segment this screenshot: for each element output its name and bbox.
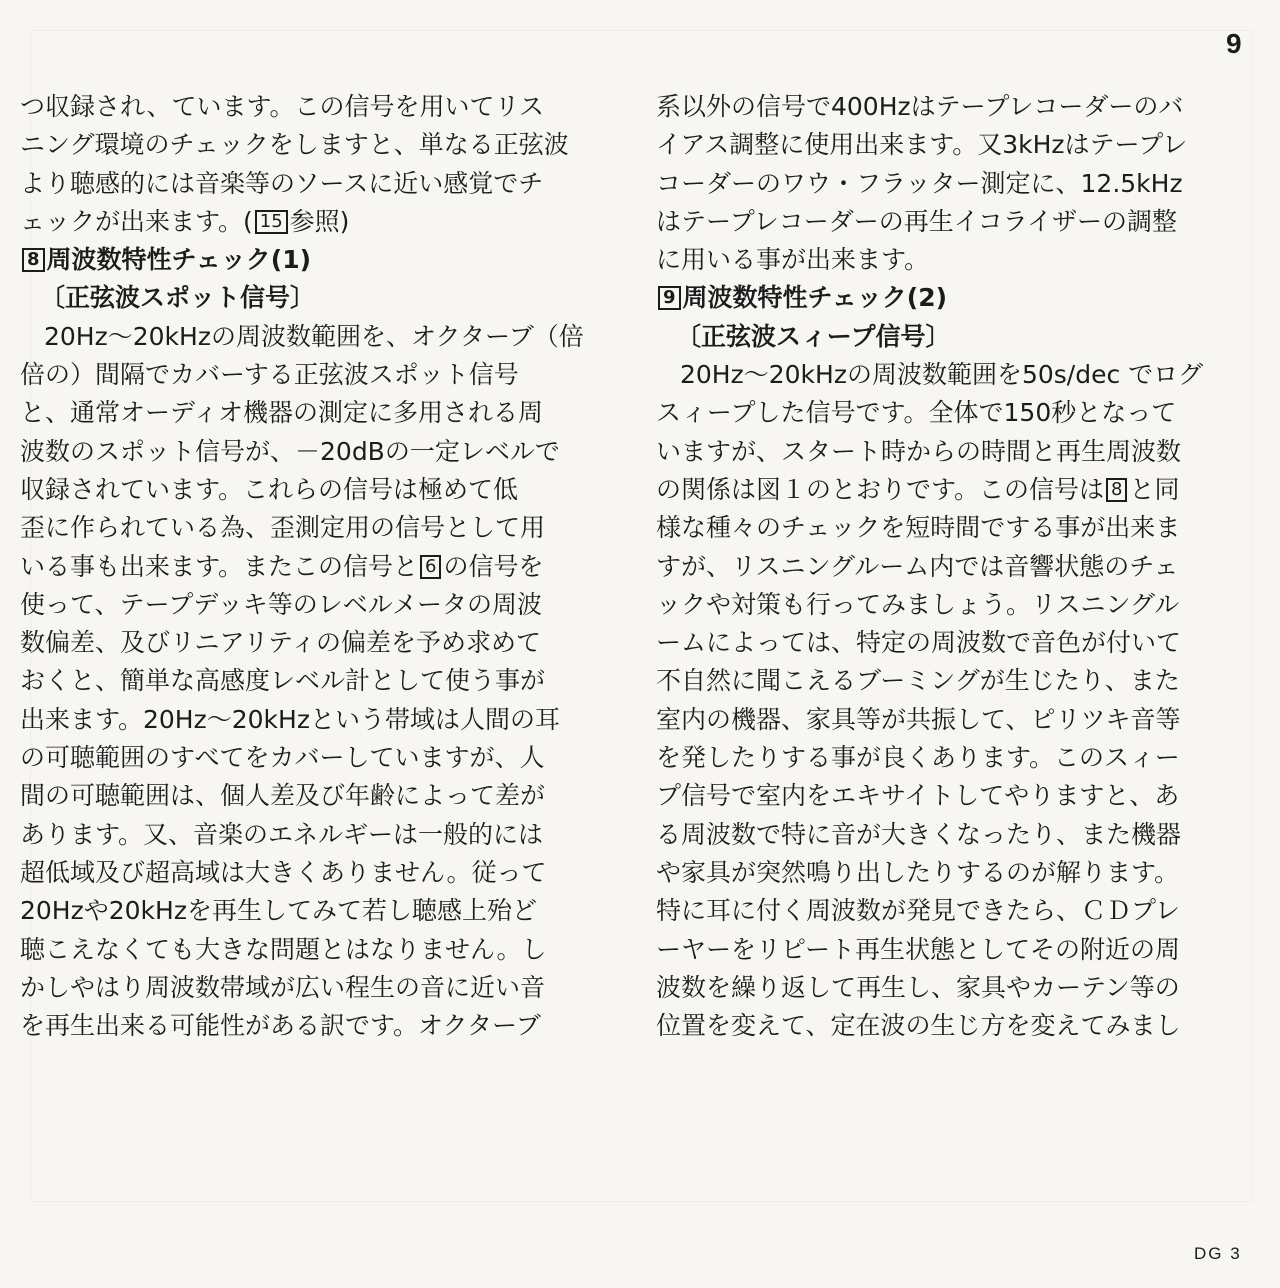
section-heading	[20, 241, 605, 279]
section-title: 周波数特性チェック(2)	[682, 283, 948, 313]
text-line: ックや対策も行ってみましょう。リスニングル	[656, 589, 1180, 619]
text-fragment: 参照)	[289, 206, 350, 236]
text-line: に用いる事が出来ます。	[656, 245, 930, 275]
text-line: 使って、テープデッキ等のレベルメータの周波	[20, 589, 543, 619]
section-heading	[656, 279, 1246, 317]
text-line	[20, 548, 605, 586]
text-line: ーヤーをリピート再生状態としてその附近の周	[656, 934, 1181, 964]
text-line	[20, 203, 605, 241]
text-line: 倍の）間隔でカバーする正弦波スポット信号	[20, 360, 519, 390]
text-line: おくと、簡単な高感度レベル計として使う事が	[20, 666, 546, 696]
text-line: プ信号で室内をエキサイトしてやりますと、あ	[656, 781, 1180, 811]
text-line: 20Hzや20kHzを再生してみて若し聴感上殆ど	[20, 896, 537, 926]
text-fragment: の関係は図１のとおりです。この信号は	[656, 474, 1105, 504]
section-ref-box: 15	[255, 210, 288, 234]
text-line: すが、リスニングルーム内では音響状態のチェ	[656, 551, 1179, 581]
text-line: 系以外の信号で400Hzはテープレコーダーのバ	[656, 92, 1184, 121]
left-column	[20, 88, 605, 1045]
text-fragment: ェックが出来ます。(	[20, 206, 253, 236]
text-line: いますが、スタート時からの時間と再生周波数	[656, 436, 1182, 466]
text-line: はテープレコーダーの再生イコライザーの調整	[656, 206, 1178, 236]
page-number: 9	[1226, 28, 1242, 59]
text-line: ームによっては、特定の周波数で音色が付いて	[656, 628, 1182, 658]
text-line: 歪に作られている為、歪測定用の信号として用	[20, 513, 546, 543]
right-column	[656, 88, 1246, 1045]
section-subtitle: 〔正弦波スィープ信号〕	[676, 321, 951, 351]
text-line: と、通常オーディオ機器の測定に多用される周	[20, 398, 544, 428]
text-line: 特に耳に付く周波数が発見できたら、ＣＤプレ	[656, 896, 1181, 926]
section-subtitle: 〔正弦波スポット信号〕	[40, 283, 316, 313]
text-line: る周波数で特に音が大きくなったり、また機器	[656, 819, 1182, 849]
text-line: かしやはり周波数帯域が広い程生の音に近い音	[20, 972, 546, 1002]
text-line: 不自然に聞こえるブーミングが生じたり、また	[656, 666, 1180, 696]
footer-code: DG 3	[1194, 1244, 1242, 1263]
text-line: 室内の機器、家具等が共振して、ピリツキ音等	[656, 704, 1181, 734]
text-line: や家具が突然鳴り出したりするのが解ります。	[656, 857, 1180, 887]
text-line: 20Hz～20kHzの周波数範囲を、オクターブ（倍	[44, 321, 584, 351]
text-line: の可聴範囲のすべてをカバーしていますが、人	[20, 743, 545, 773]
text-line: 出来ます。20Hz～20kHzという帯域は人間の耳	[20, 704, 560, 734]
text-line: コーダーのワウ・フラッター測定に、12.5kHz	[656, 168, 1183, 198]
section-ref-box: 6	[420, 555, 441, 579]
section-ref-box: 8	[1106, 478, 1127, 502]
text-fragment: の信号を	[443, 551, 544, 581]
text-line: スィープした信号です。全体で150秒となって	[656, 398, 1177, 428]
text-line: を発したりする事が良くあります。このスィー	[656, 743, 1180, 773]
section-number-box: 8	[22, 248, 45, 272]
text-line: 様な種々のチェックを短時間でする事が出来ま	[656, 513, 1181, 543]
text-line: 聴こえなくても大きな問題とはなりません。し	[20, 934, 547, 964]
text-line: イアス調整に使用出来ます。又3kHzはテープレ	[656, 130, 1188, 160]
text-line: 波数のスポット信号が、－20dBの一定レベルで	[20, 436, 560, 466]
text-line: あります。又、音楽のエネルギーは一般的には	[20, 819, 544, 849]
text-line: ニング環境のチェックをしますと、単なる正弦波	[20, 130, 569, 160]
text-line: より聴感的には音楽等のソースに近い感覚でチ	[20, 168, 544, 198]
text-line: 20Hz～20kHzの周波数範囲を50s/dec でログ	[680, 360, 1204, 390]
text-line: 間の可聴範囲は、個人差及び年齢によって差が	[20, 781, 546, 811]
section-number-box: 9	[658, 286, 681, 310]
text-line: を再生出来る可能性がある訳です。オクターブ	[20, 1011, 541, 1041]
text-line	[656, 471, 1246, 509]
text-line: 位置を変えて、定在波の生じ方を変えてみまし	[656, 1011, 1181, 1041]
section-title: 周波数特性チェック(1)	[46, 245, 312, 275]
text-line: 超低域及び超高域は大きくありません。従って	[20, 857, 547, 887]
text-fragment: いる事も出来ます。またこの信号と	[20, 551, 419, 581]
text-fragment: と同	[1129, 474, 1180, 504]
text-line: 波数を繰り返して再生し、家具やカーテン等の	[656, 972, 1180, 1002]
text-line: 数偏差、及びリニアリティの偏差を予め求めて	[20, 628, 542, 658]
text-line: 収録されています。これらの信号は極めて低	[20, 474, 519, 504]
text-line: つ収録され、ています。この信号を用いてリス	[20, 92, 545, 121]
